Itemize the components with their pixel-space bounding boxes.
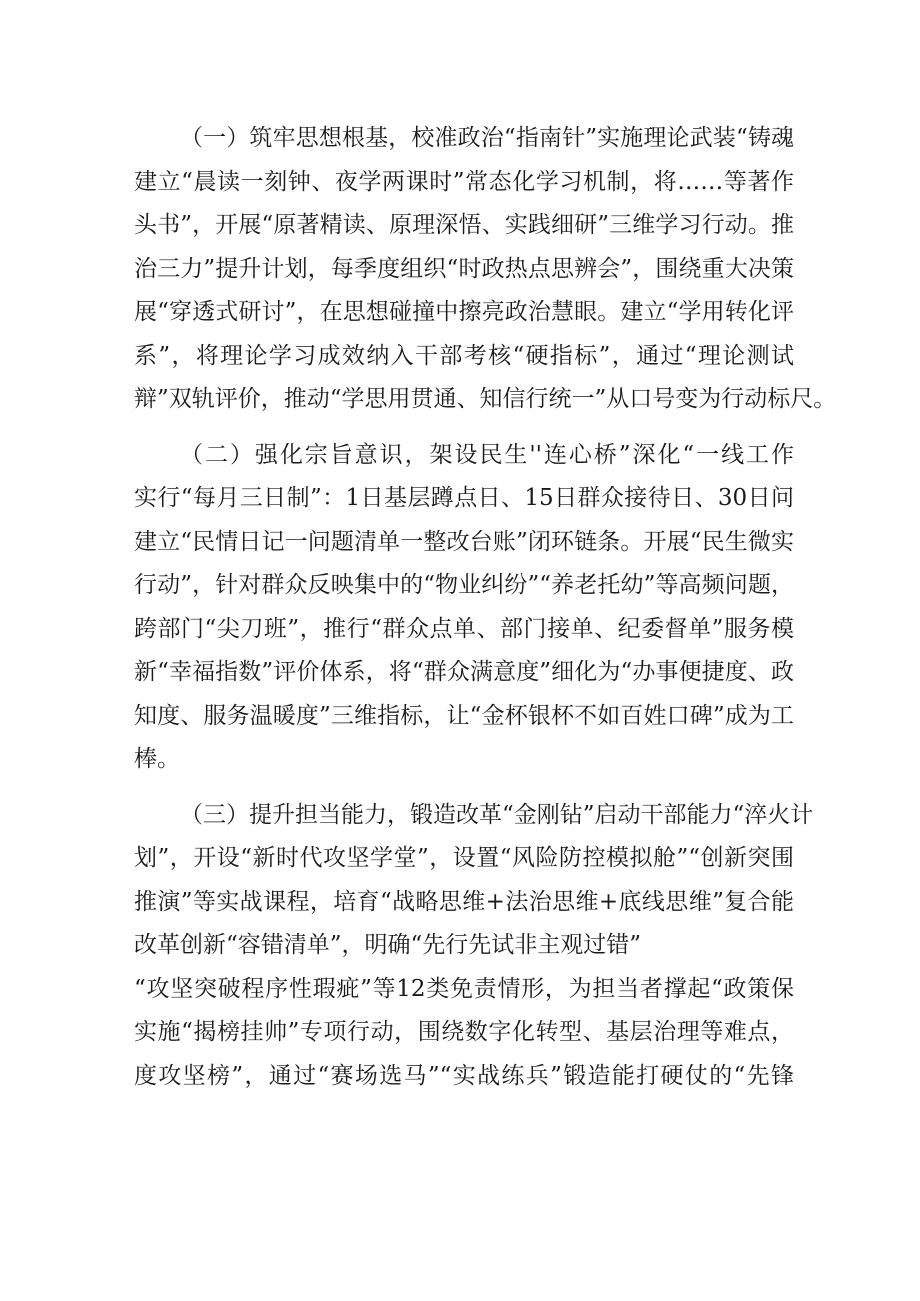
paragraph-line: 头书”，开展“原著精读、原理深悟、实践细研”三维学习行动。推 <box>134 212 794 238</box>
paragraph-line: 建立“晨读一刻钟、夜学两课时”常态化学习机制，将……等著作 <box>134 168 794 195</box>
paragraph-line: （三）提升担当能力，锻造改革“金刚钻”启动干部能力“淬火计 <box>180 801 814 828</box>
paragraph-line: 实施“揭榜挂帅”专项行动，围绕数字化转型、基层治理等难点， <box>134 1019 794 1045</box>
paragraph-spacer <box>134 422 794 434</box>
paragraph-line: “攻坚突破程序性瑕疵”等12类免责情形，为担当者撑起“政策保 <box>134 975 794 1002</box>
paragraph-line: 划”，开设“新时代攻坚学堂”，设置“风险防控模拟舱”“创新突围 <box>134 845 794 871</box>
paragraph-1 <box>134 117 837 422</box>
paragraph-line: （二）强化宗旨意识，架设民生''连心桥”深化“一线工作 <box>180 441 794 468</box>
paragraph-line: 度攻坚榜”，通过“赛场选马”“实战练兵”锻造能打硬仗的“先锋 <box>134 1062 794 1089</box>
paragraph-line: 实行“每月三日制”：1日基层蹲点日、15日群众接待日、30日问 <box>134 485 794 511</box>
paragraph-line: 辩”双轨评价，推动“学思用贯通、知信行统一”从口号变为行动标尺。 <box>134 386 837 412</box>
document-body <box>134 117 837 1098</box>
paragraph-3 <box>134 794 814 1099</box>
paragraph-line: 行动”，针对群众反映集中的“物业纠纷”“养老托幼”等高频问题， <box>134 572 794 598</box>
paragraph-line: 改革创新“容错清单”，明确“先行先试非主观过错” <box>134 932 642 958</box>
paragraph-line: 棒。 <box>134 746 180 772</box>
paragraph-line: 展“穿透式研讨”，在思想碰撞中擦亮政治慧眼。建立“学用转化评 <box>134 299 794 325</box>
paragraph-line: 新“幸福指数”评价体系，将“群众满意度”细化为“办事便捷度、政 <box>134 659 794 685</box>
paragraph-line: 建立“民情日记一问题清单一整改台账”闭环链条。开展“民生微实 <box>134 528 794 555</box>
paragraph-line: 跨部门“尖刀班”，推行“群众点单、部门接单、纪委督单”服务模 <box>134 615 794 642</box>
paragraph-line: 推演”等实战课程，培育“战略思维+法治思维+底线思维”复合能 <box>134 888 794 915</box>
paragraph-line: 知度、服务温暖度”三维指标，让“金杯银杯不如百姓口碑”成为工 <box>134 702 794 729</box>
paragraph-line: 系”，将理论学习成效纳入干部考核“硬指标”，通过“理论测试 <box>134 342 794 369</box>
paragraph-2 <box>134 434 794 782</box>
paragraph-spacer <box>134 782 794 794</box>
paragraph-line: 治三力”提升计划，每季度组织“时政热点思辨会”，围绕重大决策 <box>134 255 794 282</box>
paragraph-line: （一）筑牢思想根基，校准政治“指南针”实施理论武装“铸魂 <box>180 125 794 151</box>
